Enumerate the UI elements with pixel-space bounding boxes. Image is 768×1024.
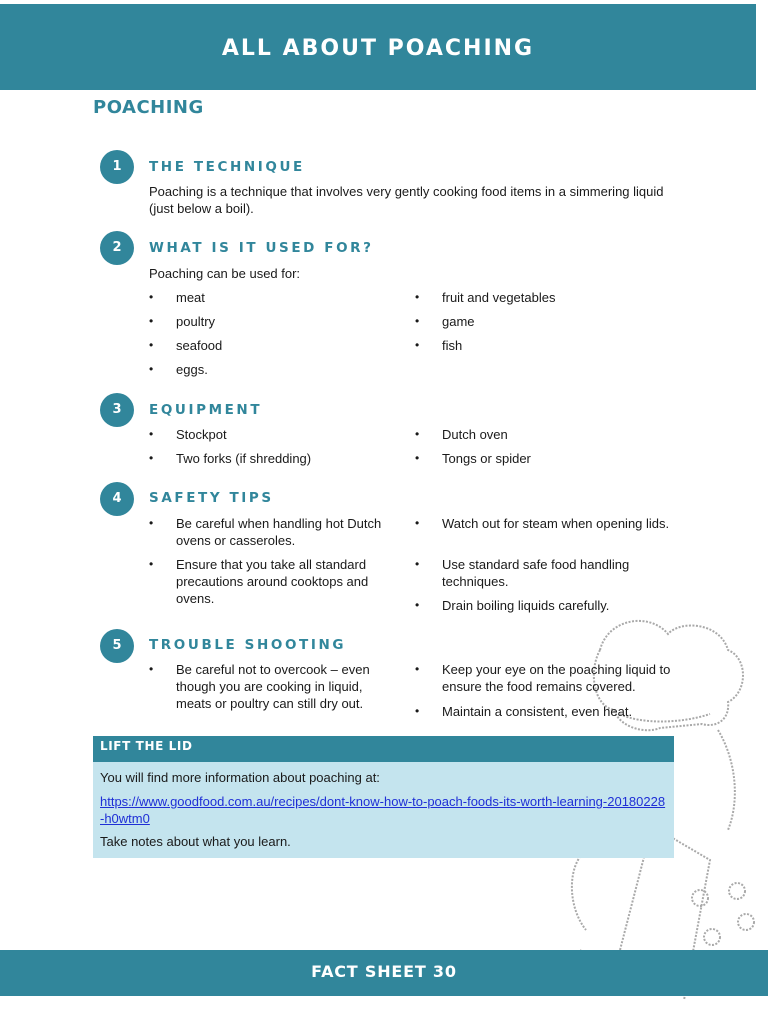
step-number-4: 4 xyxy=(100,482,134,516)
lift-the-lid-title: LIFT THE LID xyxy=(100,739,193,753)
list-item-text: fruit and vegetables xyxy=(442,290,556,305)
bullet-dot: • xyxy=(149,314,154,328)
list-item-text: Stockpot xyxy=(176,427,227,442)
list-item-text: Keep your eye on the poaching liquid to ensure the food remains covered. xyxy=(442,662,671,694)
list-item-text: fish xyxy=(442,338,463,353)
list-item-text: Maintain a consistent, even heat. xyxy=(442,704,633,719)
list-item-text: Drain boiling liquids carefully. xyxy=(442,598,610,613)
bullet-dot: • xyxy=(415,516,420,530)
bullet-dot: • xyxy=(149,451,154,465)
page-title: ALL ABOUT POACHING xyxy=(221,36,535,61)
list-item-text: Watch out for steam when opening lids. xyxy=(442,516,670,531)
trouble-shooting-title: TROUBLE SHOOTING xyxy=(149,637,347,653)
list-item-text: Two forks (if shredding) xyxy=(176,451,312,466)
bullet-dot: • xyxy=(415,314,420,328)
uses-intro: Poaching can be used for: xyxy=(149,266,301,281)
bullet-dot: • xyxy=(149,290,154,304)
link-container xyxy=(100,793,668,827)
list-item-text: meat xyxy=(176,290,205,305)
lift-the-lid-outro: Take notes about what you learn. xyxy=(100,834,291,849)
bullet-dot: • xyxy=(415,338,420,352)
section-heading: POACHING xyxy=(93,97,204,118)
list-item-text: Use standard safe food handling techniques. xyxy=(442,557,630,589)
list-item-text: eggs. xyxy=(176,362,208,377)
step-number-5: 5 xyxy=(100,629,134,663)
list-item-text: Tongs or spider xyxy=(442,451,531,466)
lift-the-lid-box xyxy=(93,762,674,858)
bullet-dot: • xyxy=(415,290,420,304)
bullet-dot: • xyxy=(415,704,420,718)
bullet-dot: • xyxy=(149,557,154,571)
bullet-dot: • xyxy=(415,451,420,465)
list-item-text: Ensure that you take all standard precautions around cooktops and ovens. xyxy=(176,557,369,606)
bullet-dot: • xyxy=(149,427,154,441)
technique-text: Poaching is a technique that involves very gently cooking food items in a simmering liquid (just below a boil). xyxy=(149,184,664,216)
equipment-title: EQUIPMENT xyxy=(149,402,263,418)
lift-the-lid-header xyxy=(93,736,674,762)
list-item-text: Be careful when handling hot Dutch ovens or casseroles. xyxy=(176,516,382,548)
uses-title: WHAT IS IT USED FOR? xyxy=(149,240,374,256)
goodfood-link[interactable]: https://www.goodfood.com.au/recipes/dont-know-how-to-poach-foods-its-worth-learning-20180228-h0wtm0 xyxy=(100,794,666,826)
bullet-dot: • xyxy=(415,598,420,612)
list-item-text: Dutch oven xyxy=(442,427,508,442)
step-number-2: 2 xyxy=(100,231,134,265)
list-item-text: seafood xyxy=(176,338,223,353)
safety-tips-title: SAFETY TIPS xyxy=(149,490,274,506)
list-item-text: game xyxy=(442,314,475,329)
bullet-dot: • xyxy=(149,338,154,352)
lift-the-lid-intro: You will find more information about poaching at: xyxy=(100,770,380,785)
bullet-dot: • xyxy=(149,516,154,530)
bullet-dot: • xyxy=(415,427,420,441)
bullet-dot: • xyxy=(149,662,154,676)
footer-title: FACT SHEET 30 xyxy=(311,962,457,981)
list-item-text: poultry xyxy=(176,314,216,329)
technique-title: THE TECHNIQUE xyxy=(149,159,305,175)
step-number-1: 1 xyxy=(100,150,134,184)
step-number-3: 3 xyxy=(100,393,134,427)
bullet-dot: • xyxy=(149,362,154,376)
bullet-dot: • xyxy=(415,662,420,676)
list-item-text: Be careful not to overcook – even though you are cooking in liquid, meats or poultry can still dry out. xyxy=(176,662,370,711)
bullet-dot: • xyxy=(415,557,420,571)
